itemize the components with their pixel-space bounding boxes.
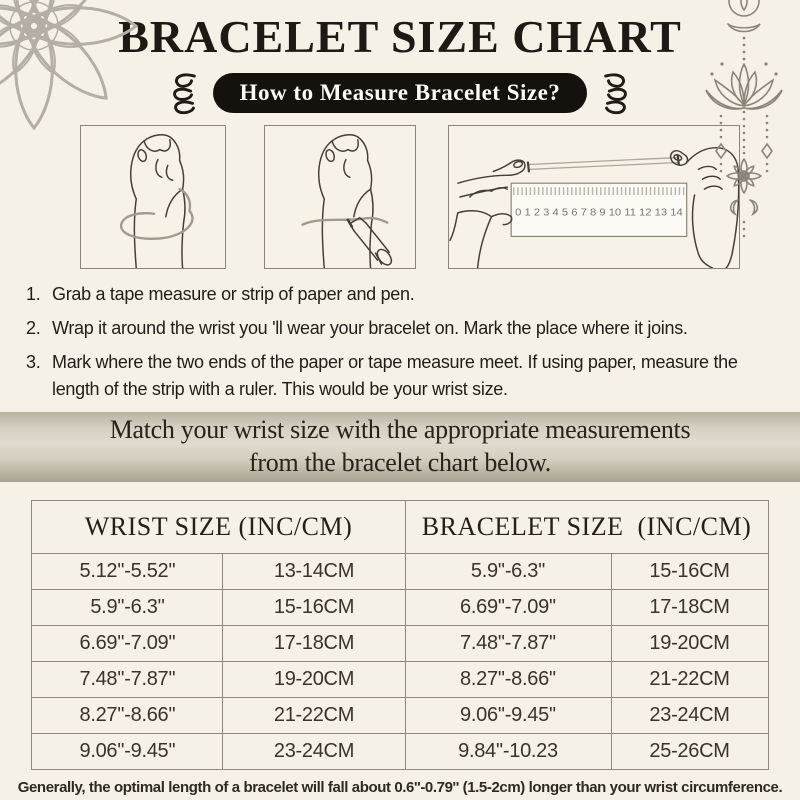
banner-line-2: from the bracelet chart below. (249, 447, 551, 477)
bracelet-inches-cell: 7.48''-7.87'' (405, 625, 611, 661)
size-table (31, 500, 768, 770)
wrist-inches-cell: 6.69''-7.09'' (32, 625, 223, 661)
bracelet-size-header: BRACELET SIZE (INC/CM) (405, 500, 768, 553)
wrist-cm-cell: 15-16CM (223, 589, 405, 625)
banner-line-1: Match your wrist size with the appropriate measurements (109, 415, 691, 445)
wrist-cm-cell: 23-24CM (223, 733, 405, 769)
hand-with-pen-icon (265, 126, 415, 268)
wrist-inches-cell: 8.27''-8.66'' (32, 697, 223, 733)
illustration-mark-wrist (264, 125, 416, 269)
step-number: 1. (26, 283, 41, 304)
wrist-size-header: WRIST SIZE (INC/CM) (32, 500, 405, 553)
table-row (32, 589, 768, 625)
wrist-inches-cell: 7.48''-7.87'' (32, 661, 223, 697)
table-row (32, 625, 768, 661)
bracelet-cm-cell: 25-26CM (611, 733, 768, 769)
lotus-hanging-icon (694, 0, 794, 268)
instructions-list (26, 281, 778, 403)
page-title: BRACELET SIZE CHART (118, 11, 682, 62)
bracelet-cm-cell: 15-16CM (611, 553, 768, 589)
how-to-measure-badge: How to Measure Bracelet Size? (213, 73, 588, 112)
wrist-cm-cell: 21-22CM (223, 697, 405, 733)
wrist-inches-cell: 9.06''-9.45'' (32, 733, 223, 769)
ruler-numbers: 0 1 2 3 4 5 6 7 8 9 10 11 12 13 14 (515, 207, 684, 219)
footer-note: Generally, the optimal length of a bracelet will fall about 0.6''-0.79'' (1.5-2cm) longer than your wrist circumference. (17, 778, 783, 796)
instruction-step-1 (26, 281, 778, 308)
wrist-inches-cell: 5.9''-6.3'' (32, 589, 223, 625)
step-text: Grab a tape measure or strip of paper and pen. (52, 283, 415, 304)
bracelet-cm-cell: 23-24CM (611, 697, 768, 733)
table-row (32, 733, 768, 769)
bracelet-inches-cell: 6.69''-7.09'' (405, 589, 611, 625)
wrist-cm-cell: 19-20CM (223, 661, 405, 697)
bracelet-cm-cell: 17-18CM (611, 589, 768, 625)
bracelet-inches-cell: 8.27''-8.66'' (405, 661, 611, 697)
bracelet-inches-cell: 9.84''-10.23 (405, 733, 611, 769)
table-header-row (32, 500, 768, 553)
wrist-inches-cell: 5.12''-5.52'' (32, 553, 223, 589)
instruction-step-2 (26, 315, 778, 342)
flourish-right-icon (600, 71, 632, 115)
table-row (32, 697, 768, 733)
step-number: 3. (26, 351, 41, 372)
bracelet-cm-cell: 21-22CM (611, 661, 768, 697)
mandala-corner-icon (0, 0, 202, 194)
step-text: Mark where the two ends of the paper or tape measure meet. If using paper, measure the length of the strip with a ruler. This would be your wrist size. (52, 351, 738, 399)
wrist-cm-cell: 13-14CM (223, 553, 405, 589)
bracelet-inches-cell: 9.06''-9.45'' (405, 697, 611, 733)
table-row (32, 661, 768, 697)
bracelet-cm-cell: 19-20CM (611, 625, 768, 661)
bracelet-inches-cell: 5.9''-6.3'' (405, 553, 611, 589)
wrist-cm-cell: 17-18CM (223, 625, 405, 661)
match-size-banner (0, 412, 800, 482)
step-number: 2. (26, 317, 41, 338)
step-text: Wrap it around the wrist you 'll wear your bracelet on. Mark the place where it joins. (52, 317, 688, 338)
instruction-step-3 (26, 349, 778, 403)
table-row (32, 553, 768, 589)
